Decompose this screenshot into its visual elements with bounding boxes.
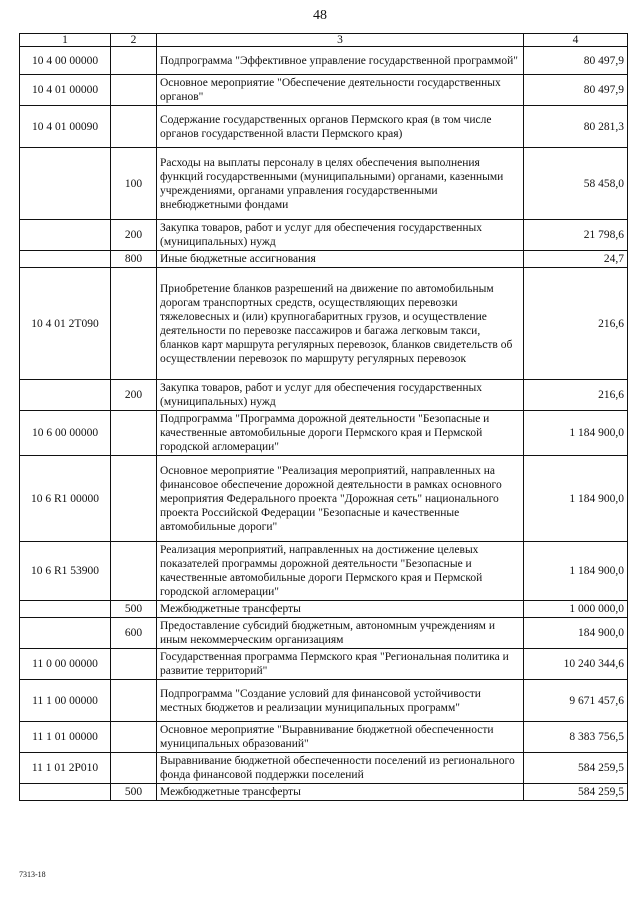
column-header-2: 2 <box>111 34 157 47</box>
row-amount: 80 281,3 <box>524 106 628 148</box>
row-description: Содержание государственных органов Пермского края (в том числе органов государственной власти Пермского края) <box>157 106 524 148</box>
table-row <box>20 601 628 618</box>
row-expense-type <box>111 47 157 75</box>
row-amount: 21 798,6 <box>524 220 628 251</box>
table-row <box>20 106 628 148</box>
budget-table <box>19 33 628 801</box>
row-code <box>20 601 111 618</box>
row-code <box>20 380 111 411</box>
table-row <box>20 456 628 542</box>
document-code: 7313-18 <box>19 870 46 879</box>
table-row <box>20 680 628 722</box>
row-amount: 58 458,0 <box>524 148 628 220</box>
row-code: 10 4 00 00000 <box>20 47 111 75</box>
row-amount: 1 184 900,0 <box>524 411 628 456</box>
row-code: 10 4 01 2T090 <box>20 268 111 380</box>
row-expense-type <box>111 411 157 456</box>
row-amount: 584 259,5 <box>524 784 628 801</box>
row-expense-type: 200 <box>111 380 157 411</box>
row-description: Предоставление субсидий бюджетным, автономным учреждениям и иным некоммерческим организациям <box>157 618 524 649</box>
row-expense-type <box>111 106 157 148</box>
row-description: Межбюджетные трансферты <box>157 601 524 618</box>
row-description: Основное мероприятие "Обеспечение деятельности государственных органов" <box>157 75 524 106</box>
table-row <box>20 784 628 801</box>
row-code: 10 4 01 00090 <box>20 106 111 148</box>
row-amount: 216,6 <box>524 268 628 380</box>
row-description: Приобретение бланков разрешений на движение по автомобильным дорогам транспортных средств, осуществляющих перевозки тяжеловесных и (или) крупногабаритных грузов, и осуществление деятельности по перевозке пассажиров и багажа легковым такси, бланков карт маршрута регулярных перевозок, бланков свидетельств об осуществлении перевозок по маршруту регулярных перевозок <box>157 268 524 380</box>
table-row <box>20 251 628 268</box>
row-code: 10 6 R1 53900 <box>20 542 111 601</box>
row-code: 11 0 00 00000 <box>20 649 111 680</box>
row-code: 10 6 00 00000 <box>20 411 111 456</box>
row-description: Расходы на выплаты персоналу в целях обеспечения выполнения функций государственными (муниципальными) органами, казенными учреждениями, органами управления государственными внебюджетными фондами <box>157 148 524 220</box>
row-amount: 216,6 <box>524 380 628 411</box>
row-expense-type: 600 <box>111 618 157 649</box>
table-row <box>20 47 628 75</box>
header-row <box>20 34 628 47</box>
row-description: Основное мероприятие "Выравнивание бюджетной обеспеченности муниципальных образований" <box>157 722 524 753</box>
row-expense-type: 100 <box>111 148 157 220</box>
row-expense-type: 500 <box>111 601 157 618</box>
row-description: Иные бюджетные ассигнования <box>157 251 524 268</box>
row-amount: 24,7 <box>524 251 628 268</box>
table-row <box>20 542 628 601</box>
table-row <box>20 220 628 251</box>
row-description: Подпрограмма "Эффективное управление государственной программой" <box>157 47 524 75</box>
row-code <box>20 784 111 801</box>
row-amount: 80 497,9 <box>524 47 628 75</box>
column-header-4: 4 <box>524 34 628 47</box>
row-description: Реализация мероприятий, направленных на достижение целевых показателей программы дорожной деятельности "Безопасные и качественные автомобильные дороги Пермского края и Пермской городской агломерации" <box>157 542 524 601</box>
row-expense-type: 500 <box>111 784 157 801</box>
row-description: Закупка товаров, работ и услуг для обеспечения государственных (муниципальных) нужд <box>157 220 524 251</box>
row-description: Закупка товаров, работ и услуг для обеспечения государственных (муниципальных) нужд <box>157 380 524 411</box>
row-amount: 584 259,5 <box>524 753 628 784</box>
row-amount: 8 383 756,5 <box>524 722 628 753</box>
row-amount: 10 240 344,6 <box>524 649 628 680</box>
row-code <box>20 618 111 649</box>
column-header-1: 1 <box>20 34 111 47</box>
row-expense-type <box>111 722 157 753</box>
row-description: Государственная программа Пермского края "Региональная политика и развитие территорий" <box>157 649 524 680</box>
row-expense-type <box>111 542 157 601</box>
row-expense-type <box>111 649 157 680</box>
table-row <box>20 75 628 106</box>
row-amount: 9 671 457,6 <box>524 680 628 722</box>
row-expense-type <box>111 268 157 380</box>
table-row <box>20 649 628 680</box>
row-code: 11 1 01 2P010 <box>20 753 111 784</box>
row-code: 11 1 01 00000 <box>20 722 111 753</box>
row-expense-type <box>111 680 157 722</box>
column-header-3: 3 <box>157 34 524 47</box>
table-row <box>20 722 628 753</box>
row-amount: 1 184 900,0 <box>524 456 628 542</box>
row-amount: 184 900,0 <box>524 618 628 649</box>
row-code <box>20 251 111 268</box>
table-row <box>20 148 628 220</box>
row-description: Выравнивание бюджетной обеспеченности поселений из регионального фонда финансовой поддержки поселений <box>157 753 524 784</box>
row-expense-type <box>111 456 157 542</box>
table-row <box>20 380 628 411</box>
row-code <box>20 220 111 251</box>
table-row <box>20 753 628 784</box>
row-expense-type <box>111 753 157 784</box>
row-code <box>20 148 111 220</box>
row-amount: 1 184 900,0 <box>524 542 628 601</box>
table-body <box>20 47 628 801</box>
row-expense-type <box>111 75 157 106</box>
table-row <box>20 618 628 649</box>
table-row <box>20 268 628 380</box>
page-number: 48 <box>313 8 327 23</box>
table-row <box>20 411 628 456</box>
row-code: 10 4 01 00000 <box>20 75 111 106</box>
row-expense-type: 200 <box>111 220 157 251</box>
row-code: 11 1 00 00000 <box>20 680 111 722</box>
row-description: Основное мероприятие "Реализация мероприятий, направленных на финансовое обеспечение дорожной деятельности в рамках основного мероприятия Федерального проекта "Дорожная сеть" национального проекта Российской Федерации "Безопасные и качественные автомобильные дороги" <box>157 456 524 542</box>
row-description: Подпрограмма "Программа дорожной деятельности "Безопасные и качественные автомобильные дороги Пермского края и Пермской городской агломерации" <box>157 411 524 456</box>
row-code: 10 6 R1 00000 <box>20 456 111 542</box>
row-description: Межбюджетные трансферты <box>157 784 524 801</box>
table-header <box>20 34 628 47</box>
row-amount: 1 000 000,0 <box>524 601 628 618</box>
row-amount: 80 497,9 <box>524 75 628 106</box>
row-description: Подпрограмма "Создание условий для финансовой устойчивости местных бюджетов и реализации муниципальных программ" <box>157 680 524 722</box>
row-expense-type: 800 <box>111 251 157 268</box>
